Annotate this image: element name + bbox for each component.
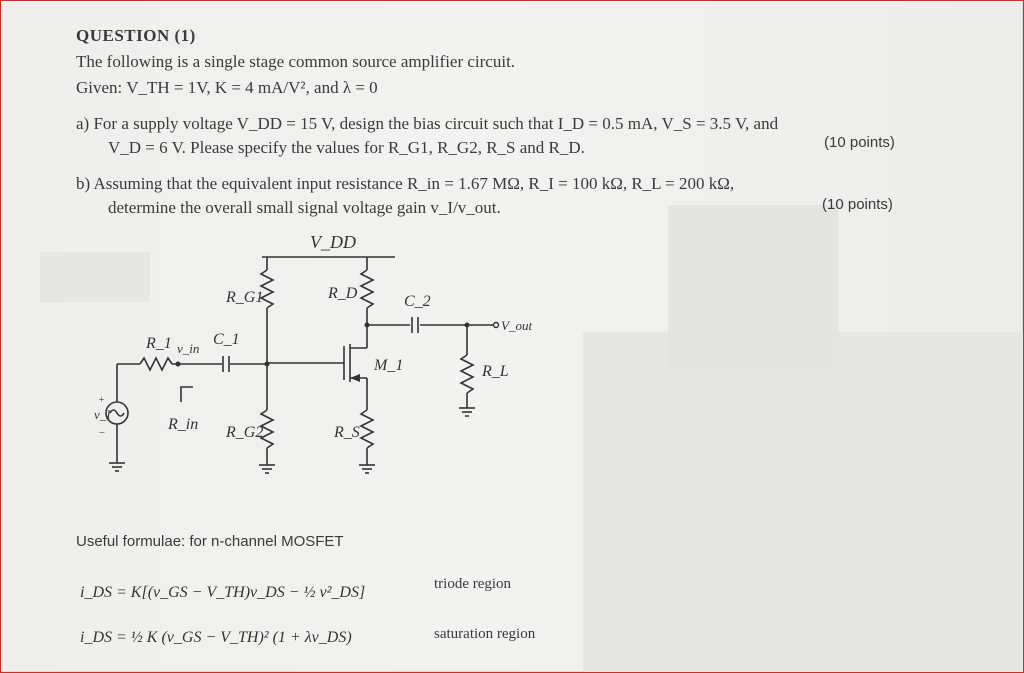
part-b-line1: b) Assuming that the equivalent input resistance R_in = 1.67 MΩ, R_I = 100 kΩ, R_L = 200 kΩ, — [76, 174, 735, 193]
given-values: Given: V_TH = 1V, K = 4 mA/V², and λ = 0 — [76, 78, 378, 97]
part-a-points: (10 points) — [824, 134, 895, 151]
rg2-label: R_G2 — [226, 424, 264, 441]
vdd-label: V_DD — [310, 232, 356, 252]
part-b-line2: determine the overall small signal voltage gain v_I/v_out. — [108, 198, 501, 217]
vout-label: V_out — [501, 318, 533, 333]
part-a-line1: a) For a supply voltage V_DD = 15 V, design the bias circuit such that I_D = 0.5 mA, V_S = 3.5 V, and — [76, 114, 779, 133]
part-b-points: (10 points) — [822, 196, 893, 213]
c2-label: C_2 — [404, 293, 431, 310]
rs-label: R_S — [334, 424, 360, 441]
m1-label: M_1 — [374, 357, 404, 374]
question-intro: The following is a single stage common source amplifier circuit. — [76, 52, 516, 71]
rg1-label: R_G1 — [226, 289, 264, 306]
rd-label: R_D — [328, 285, 358, 302]
rin-label: R_in — [168, 416, 199, 433]
saturation-formula: i_DS = ½ K (v_GS − V_TH)² (1 + λv_DS) — [80, 629, 352, 646]
plus-sign: + — [98, 395, 105, 406]
c1-label: C_1 — [213, 331, 240, 348]
vin-label: v_in — [177, 341, 200, 356]
triode-region-label: triode region — [434, 576, 512, 592]
r1-label: R_1 — [146, 335, 172, 352]
formulae-heading: Useful formulae: for n-channel MOSFET — [76, 533, 344, 550]
rl-label: R_L — [482, 363, 509, 380]
rl-resistor — [461, 355, 473, 393]
part-a-line2: V_D = 6 V. Please specify the values for R_G1, R_G2, R_S and R_D. — [108, 138, 585, 157]
minus-sign: − — [98, 427, 106, 439]
question-title: QUESTION (1) — [76, 26, 196, 45]
vi-label: v_I — [94, 407, 111, 422]
rs-resistor — [361, 410, 373, 448]
triode-formula: i_DS = K[(v_GS − V_TH)v_DS − ½ v²_DS] — [80, 584, 366, 601]
saturation-region-label: saturation region — [434, 626, 536, 642]
rd-resistor — [361, 270, 373, 308]
r1-resistor — [140, 358, 172, 370]
